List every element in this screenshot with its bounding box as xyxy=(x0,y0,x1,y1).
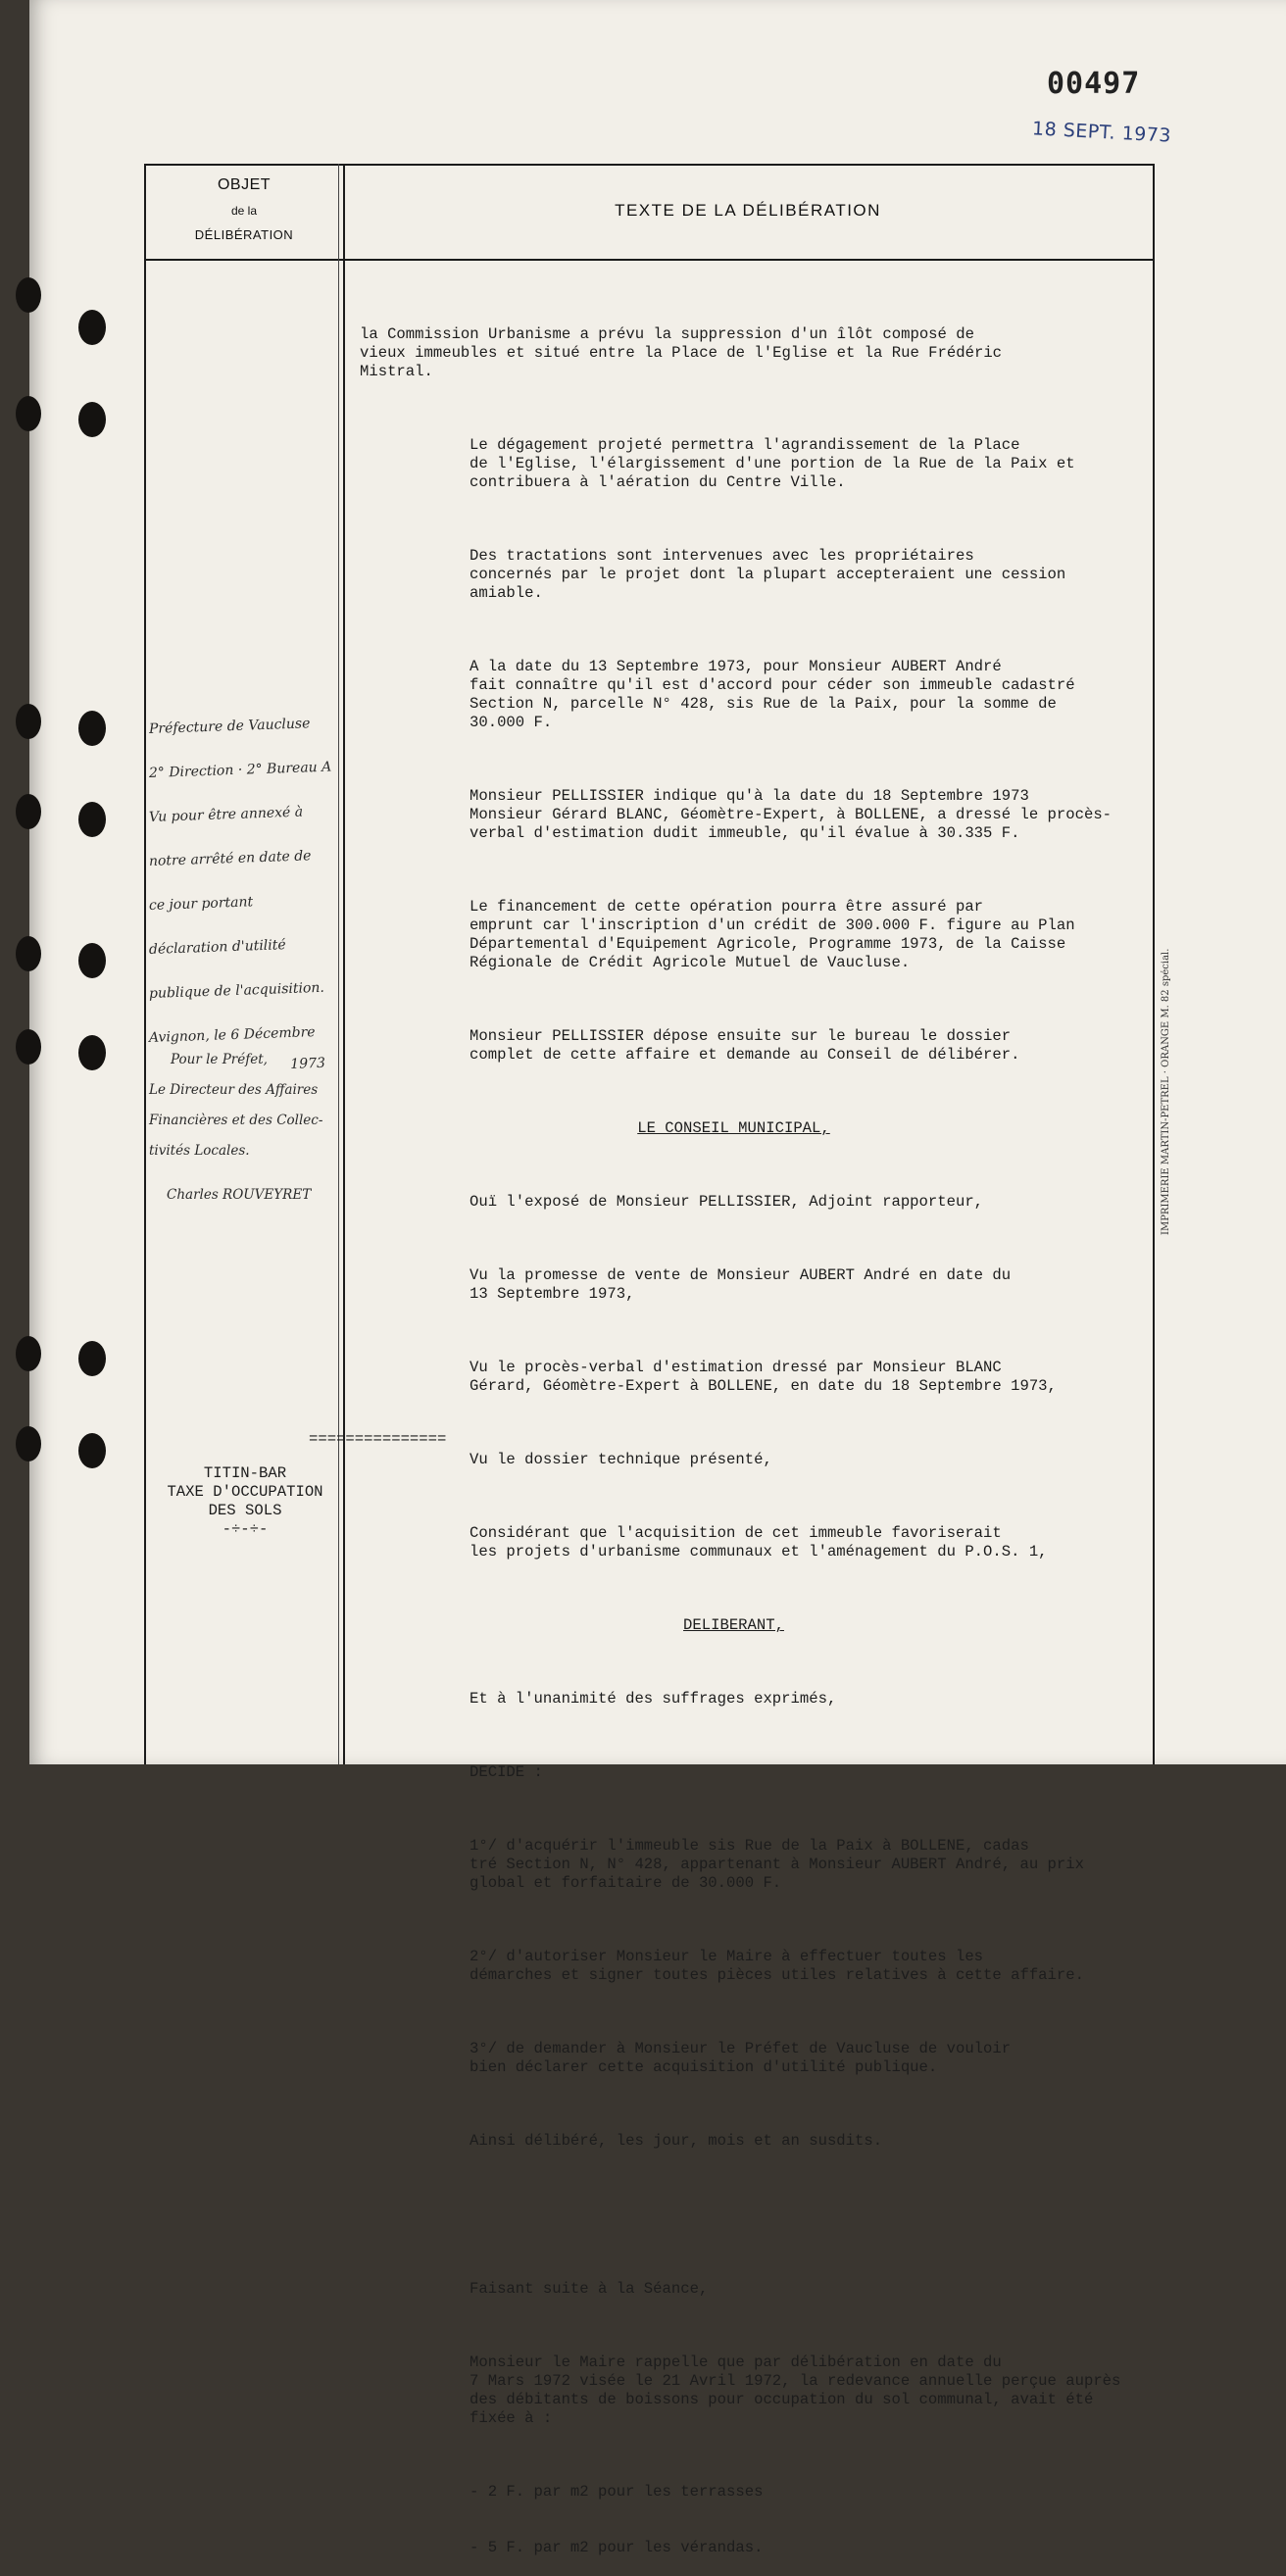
decide-heading: DECIDE : xyxy=(470,1763,543,1781)
column-divider xyxy=(343,164,345,1764)
decision-item: 2°/ d'autoriser Monsieur le Maire à effectuer toutes les démarches et signer toutes pièces utiles relatives à cette affaire. xyxy=(470,1948,1084,1984)
second-section-object: TITIN-BAR TAXE D'OCCUPATION DES SOLS -÷-÷- xyxy=(167,1464,323,1538)
binder-hole xyxy=(78,310,106,345)
frame-top-rule xyxy=(144,164,1155,166)
binder-hole xyxy=(78,1035,106,1070)
handwritten-line: Préfecture de Vaucluse xyxy=(148,716,311,737)
paragraph: Vu la promesse de vente de Monsieur AUBERT André en date du 13 Septembre 1973, xyxy=(470,1266,1012,1303)
paragraph: Faisant suite à la Séance, xyxy=(470,2280,709,2298)
paragraph: la Commission Urbanisme a prévu la suppression d'un îlôt composé de vieux immeubles et situé entre la Place de l'Eglise et la Rue Frédéric Mistral. xyxy=(360,325,1003,380)
object-header-line3: DÉLIBÉRATION xyxy=(194,227,294,242)
handwritten-signature-block xyxy=(149,1045,347,1211)
object-header-line1: OBJET xyxy=(217,176,272,193)
list-item: - 5 F. par m2 pour les vérandas. xyxy=(470,2539,764,2556)
binder-hole xyxy=(78,802,106,837)
paragraph: Et à l'unanimité des suffrages exprimés, xyxy=(470,1690,837,1708)
binder-hole xyxy=(16,1029,41,1065)
paragraph: Le financement de cette opération pourra être assuré par emprunt car l'inscription d'un crédit de 300.000 F. figure au Plan Départemental d'Equipement Agricole, Programme 1973, de la Caisse Régionale de Crédit Agricole Mutuel de Vaucluse. xyxy=(470,898,1075,971)
handwritten-line: tivités Locales. xyxy=(149,1143,250,1159)
paragraph: Vu le procès-verbal d'estimation dressé par Monsieur BLANC Gérard, Géomètre-Expert à BOLLENE, en date du 18 Septembre 1973, xyxy=(470,1359,1057,1395)
decision-item: 1°/ d'acquérir l'immeuble sis Rue de la Paix à BOLLENE, cadas tré Section N, N° 428, appartenant à Monsieur AUBERT André, au prix global et forfaitaire de 30.000 F. xyxy=(470,1837,1084,1892)
paragraph: Ouï l'exposé de Monsieur PELLISSIER, Adjoint rapporteur, xyxy=(470,1193,984,1211)
deliberant-heading: DELIBERANT, xyxy=(683,1616,784,1634)
list-item: - 2 F. par m2 pour les terrasses xyxy=(470,2483,764,2501)
binder-hole xyxy=(16,277,41,313)
handwritten-line: Vu pour être annexé à xyxy=(148,804,304,825)
binder-hole xyxy=(78,1341,106,1376)
section-separator: =============== xyxy=(309,1430,447,1448)
date-stamp: 18 SEPT. 1973 xyxy=(1031,118,1172,147)
handwritten-line: 1973 xyxy=(289,1055,326,1072)
handwritten-line: Le Directeur des Affaires xyxy=(149,1082,319,1098)
printer-mark: IMPRIMERIE MARTIN-PETREL · ORANGE M. 82 spécial. xyxy=(1161,948,1171,1235)
council-heading: LE CONSEIL MUNICIPAL, xyxy=(637,1119,830,1137)
handwritten-line: Avignon, le 6 Décembre xyxy=(148,1024,316,1046)
binder-hole xyxy=(16,396,41,431)
paragraph: A la date du 13 Septembre 1973, pour Monsieur AUBERT André fait connaître qu'il est d'accord pour céder son immeuble cadastré Section N, parcelle N° 428, sis Rue de la Paix, pour la somme de 30.000 F. xyxy=(470,658,1075,731)
deliberation-text xyxy=(360,288,1147,2576)
registry-number-stamp: 00497 xyxy=(1047,67,1141,101)
decision-item: 3°/ de demander à Monsieur le Préfet de Vaucluse de vouloir bien déclarer cette acquisition d'utilité publique. xyxy=(470,2040,1012,2076)
paragraph: Considérant que l'acquisition de cet immeuble favoriserait les projets d'urbanisme communaux et l'aménagement du P.O.S. 1, xyxy=(470,1524,1048,1560)
binder-hole xyxy=(78,1433,106,1468)
handwritten-line: 2° Direction · 2° Bureau A xyxy=(148,759,332,781)
paragraph: Monsieur PELLISSIER dépose ensuite sur le bureau le dossier complet de cette affaire et demande au Conseil de délibérer. xyxy=(470,1027,1020,1064)
object-header-line2: de la xyxy=(230,204,258,218)
handwritten-line: Financières et des Collec- xyxy=(149,1113,323,1128)
handwritten-line: déclaration d'utilité xyxy=(148,937,286,958)
handwritten-line: publique de l'acquisition. xyxy=(148,979,325,1002)
paragraph: Des tractations sont intervenues avec les propriétaires concernés par le projet dont la plupart accepteraient une cession amiable. xyxy=(470,547,1066,602)
binder-hole xyxy=(78,402,106,437)
handwritten-line: ce jour portant xyxy=(148,894,254,914)
closing-line: Ainsi délibéré, les jour, mois et an susdits. xyxy=(470,2132,883,2150)
object-column-header xyxy=(147,176,341,242)
binder-hole xyxy=(16,794,41,829)
binder-hole xyxy=(16,1426,41,1461)
header-rule xyxy=(144,259,1155,261)
paragraph: Le dégagement projeté permettra l'agrandissement de la Place de l'Eglise, l'élargissement d'une portion de la Rue de la Paix et contribuera à l'aération du Centre Ville. xyxy=(470,436,1075,491)
paragraph: Monsieur PELLISSIER indique qu'à la date du 18 Septembre 1973 Monsieur Gérard BLANC, Géomètre-Expert, à BOLLENE, a dressé le procès- verbal d'estimation dudit immeuble, qu'il évalue à 30.335 F. xyxy=(470,787,1113,842)
handwritten-line: notre arrêté en date de xyxy=(148,848,312,869)
text-column-header: TEXTE DE LA DÉLIBÉRATION xyxy=(615,201,881,220)
paragraph: Monsieur le Maire rappelle que par délibération en date du 7 Mars 1972 visée le 21 Avril 1972, la redevance annuelle perçue auprès des débitants de boissons pour occupation du sol communal, avait été fixée à : xyxy=(470,2353,1121,2427)
paragraph: Vu le dossier technique présenté, xyxy=(470,1451,772,1468)
binder-hole xyxy=(16,1336,41,1371)
binder-hole xyxy=(78,711,106,746)
binder-hole xyxy=(78,943,106,978)
binder-hole xyxy=(16,936,41,971)
binder-hole xyxy=(16,704,41,739)
handwritten-signature: Charles ROUVEYRET xyxy=(167,1187,312,1203)
handwritten-annotation xyxy=(149,708,341,1078)
handwritten-line: Pour le Préfet, xyxy=(171,1052,268,1067)
